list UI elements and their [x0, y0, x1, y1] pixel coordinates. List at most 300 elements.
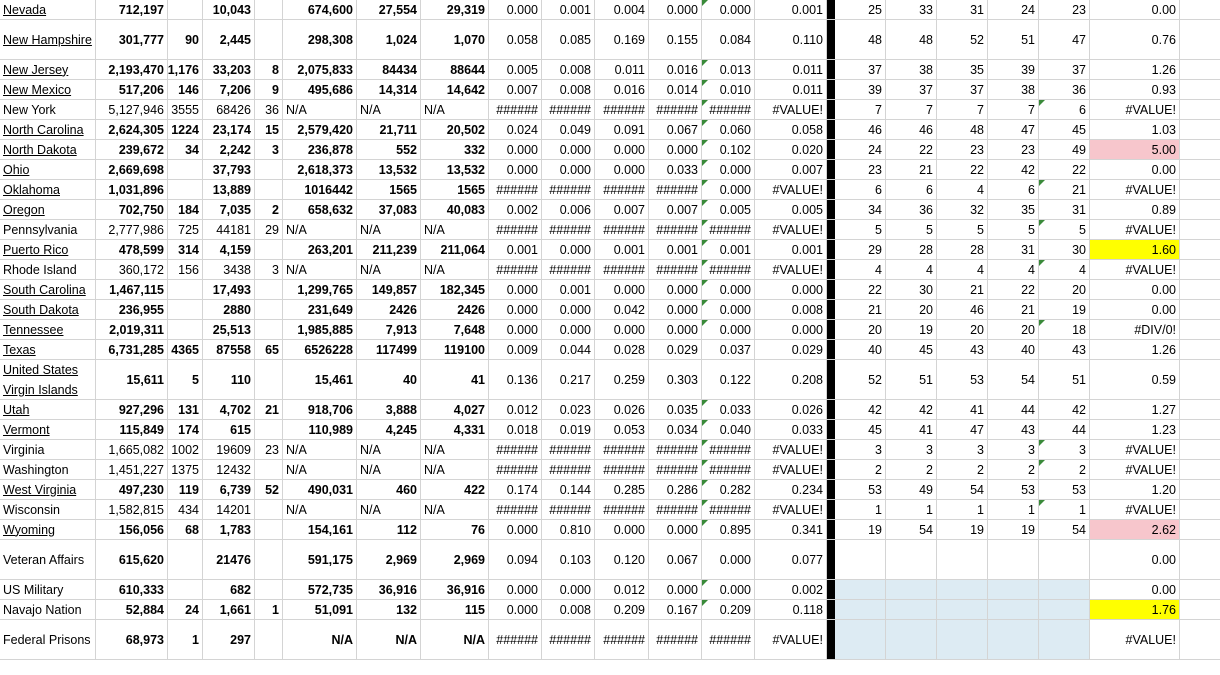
cell-k5[interactable]: 21 [1039, 180, 1090, 199]
cell-k2[interactable]: 41 [886, 420, 937, 439]
cell-n4[interactable]: 2,618,373 [283, 160, 357, 179]
cell-total[interactable]: 156,056 [96, 520, 168, 539]
cell-k1[interactable]: 45 [835, 420, 886, 439]
cell-n2[interactable]: 25,513 [203, 320, 255, 339]
cell-state-name[interactable]: West Virginia [0, 480, 96, 499]
cell-r5[interactable]: 0.102 [702, 140, 755, 159]
cell-n1[interactable] [168, 180, 203, 199]
cell-k3[interactable]: 4 [937, 260, 988, 279]
cell-k5[interactable]: 42 [1039, 400, 1090, 419]
cell-n6[interactable]: N/A [421, 220, 489, 239]
cell-k2[interactable] [886, 540, 937, 579]
cell-n1[interactable]: 68 [168, 520, 203, 539]
cell-k3[interactable]: 46 [937, 300, 988, 319]
cell-r6[interactable]: 0.208 [755, 360, 827, 399]
cell-n2[interactable]: 33,203 [203, 60, 255, 79]
cell-n1[interactable]: 3555 [168, 100, 203, 119]
cell-n5[interactable]: 112 [357, 520, 421, 539]
cell-k5[interactable] [1039, 620, 1090, 659]
cell-k2[interactable]: 4 [886, 260, 937, 279]
cell-n4[interactable]: 2,075,833 [283, 60, 357, 79]
cell-k5[interactable]: 18 [1039, 320, 1090, 339]
cell-total[interactable]: 2,777,986 [96, 220, 168, 239]
cell-k1[interactable]: 19 [835, 520, 886, 539]
cell-r5[interactable]: 0.209 [702, 600, 755, 619]
cell-r6[interactable]: #VALUE! [755, 100, 827, 119]
cell-n3[interactable] [255, 360, 283, 399]
cell-n2[interactable]: 2,445 [203, 20, 255, 59]
cell-n6[interactable]: 182,345 [421, 280, 489, 299]
cell-k2[interactable]: 21 [886, 160, 937, 179]
cell-r4[interactable]: 0.035 [649, 400, 702, 419]
cell-r1[interactable]: 0.000 [489, 300, 542, 319]
cell-r5[interactable]: 0.013 [702, 60, 755, 79]
cell-score[interactable]: #DIV/0! [1090, 320, 1180, 339]
cell-k1[interactable] [835, 580, 886, 599]
cell-r2[interactable]: 0.000 [542, 580, 595, 599]
cell-n2[interactable]: 682 [203, 580, 255, 599]
cell-total[interactable]: 239,672 [96, 140, 168, 159]
cell-k3[interactable]: 37 [937, 80, 988, 99]
cell-n3[interactable]: 1 [255, 600, 283, 619]
cell-k3[interactable]: 54 [937, 480, 988, 499]
cell-n1[interactable] [168, 160, 203, 179]
cell-k1[interactable]: 37 [835, 60, 886, 79]
cell-r6[interactable]: #VALUE! [755, 500, 827, 519]
cell-n5[interactable]: 7,913 [357, 320, 421, 339]
cell-state-name[interactable]: North Dakota [0, 140, 96, 159]
cell-k1[interactable]: 48 [835, 20, 886, 59]
cell-n3[interactable]: 29 [255, 220, 283, 239]
cell-k3[interactable]: 2 [937, 460, 988, 479]
cell-r3[interactable]: 0.209 [595, 600, 649, 619]
cell-r1[interactable]: 0.012 [489, 400, 542, 419]
cell-score[interactable]: 1.20 [1090, 480, 1180, 499]
cell-r3[interactable]: ###### [595, 460, 649, 479]
cell-total[interactable]: 1,582,815 [96, 500, 168, 519]
cell-score[interactable]: 0.93 [1090, 80, 1180, 99]
cell-total[interactable]: 2,624,305 [96, 120, 168, 139]
cell-n1[interactable]: 1,176 [168, 60, 203, 79]
cell-k4[interactable]: 7 [988, 100, 1039, 119]
cell-n4[interactable]: N/A [283, 620, 357, 659]
cell-score[interactable]: 1.26 [1090, 340, 1180, 359]
cell-k3[interactable] [937, 600, 988, 619]
cell-k3[interactable]: 4 [937, 180, 988, 199]
cell-r6[interactable]: 0.011 [755, 80, 827, 99]
cell-r1[interactable]: 0.000 [489, 140, 542, 159]
cell-r4[interactable]: ###### [649, 180, 702, 199]
cell-r3[interactable]: 0.000 [595, 320, 649, 339]
cell-k2[interactable]: 20 [886, 300, 937, 319]
cell-r4[interactable]: 0.016 [649, 60, 702, 79]
cell-r1[interactable]: 0.018 [489, 420, 542, 439]
cell-n3[interactable] [255, 540, 283, 579]
cell-total[interactable]: 15,611 [96, 360, 168, 399]
cell-n4[interactable]: 658,632 [283, 200, 357, 219]
cell-r4[interactable]: 0.014 [649, 80, 702, 99]
cell-n5[interactable]: 1565 [357, 180, 421, 199]
cell-r6[interactable]: 0.077 [755, 540, 827, 579]
cell-r5[interactable]: 0.001 [702, 240, 755, 259]
cell-r3[interactable]: 0.285 [595, 480, 649, 499]
cell-state-name[interactable]: Federal Prisons [0, 620, 96, 659]
cell-r4[interactable]: 0.067 [649, 540, 702, 579]
cell-score[interactable]: #VALUE! [1090, 500, 1180, 519]
cell-k1[interactable] [835, 600, 886, 619]
cell-k1[interactable]: 5 [835, 220, 886, 239]
cell-r6[interactable]: #VALUE! [755, 260, 827, 279]
cell-n2[interactable]: 23,174 [203, 120, 255, 139]
cell-r6[interactable]: 0.029 [755, 340, 827, 359]
cell-r5[interactable]: 0.000 [702, 540, 755, 579]
cell-k1[interactable]: 20 [835, 320, 886, 339]
cell-state-name[interactable]: Rhode Island [0, 260, 96, 279]
cell-k3[interactable]: 35 [937, 60, 988, 79]
cell-r4[interactable]: 0.034 [649, 420, 702, 439]
cell-r1[interactable]: ###### [489, 260, 542, 279]
cell-r4[interactable]: 0.000 [649, 280, 702, 299]
cell-n3[interactable] [255, 180, 283, 199]
cell-n2[interactable]: 68426 [203, 100, 255, 119]
cell-r3[interactable]: ###### [595, 440, 649, 459]
cell-k4[interactable]: 23 [988, 140, 1039, 159]
cell-k3[interactable]: 22 [937, 160, 988, 179]
cell-total[interactable]: 2,669,698 [96, 160, 168, 179]
cell-k3[interactable]: 19 [937, 520, 988, 539]
cell-n2[interactable]: 2,242 [203, 140, 255, 159]
cell-n6[interactable]: 40,083 [421, 200, 489, 219]
cell-r2[interactable]: 0.049 [542, 120, 595, 139]
cell-r3[interactable]: 0.016 [595, 80, 649, 99]
cell-r4[interactable]: 0.286 [649, 480, 702, 499]
cell-r2[interactable]: 0.019 [542, 420, 595, 439]
cell-n5[interactable]: 36,916 [357, 580, 421, 599]
cell-n5[interactable]: N/A [357, 460, 421, 479]
cell-r3[interactable]: 0.028 [595, 340, 649, 359]
cell-n4[interactable]: 231,649 [283, 300, 357, 319]
cell-n3[interactable]: 65 [255, 340, 283, 359]
cell-score[interactable]: 0.76 [1090, 20, 1180, 59]
cell-n2[interactable]: 1,661 [203, 600, 255, 619]
cell-k4[interactable]: 47 [988, 120, 1039, 139]
cell-k3[interactable]: 28 [937, 240, 988, 259]
cell-k2[interactable]: 33 [886, 0, 937, 19]
cell-state-name[interactable]: New Hampshire [0, 20, 96, 59]
cell-n4[interactable]: 495,686 [283, 80, 357, 99]
cell-n5[interactable]: 211,239 [357, 240, 421, 259]
cell-r4[interactable]: 0.000 [649, 0, 702, 19]
cell-score[interactable]: 0.00 [1090, 0, 1180, 19]
cell-r6[interactable]: 0.020 [755, 140, 827, 159]
cell-state-name[interactable]: New York [0, 100, 96, 119]
cell-r3[interactable]: 0.004 [595, 0, 649, 19]
cell-r1[interactable]: 0.009 [489, 340, 542, 359]
cell-total[interactable]: 478,599 [96, 240, 168, 259]
cell-k4[interactable]: 3 [988, 440, 1039, 459]
cell-r2[interactable]: 0.001 [542, 280, 595, 299]
cell-n2[interactable]: 14201 [203, 500, 255, 519]
cell-k3[interactable]: 43 [937, 340, 988, 359]
cell-r5[interactable]: 0.060 [702, 120, 755, 139]
cell-total[interactable]: 615,620 [96, 540, 168, 579]
cell-n6[interactable]: 4,027 [421, 400, 489, 419]
cell-k5[interactable]: 49 [1039, 140, 1090, 159]
cell-n4[interactable]: 572,735 [283, 580, 357, 599]
cell-n1[interactable]: 131 [168, 400, 203, 419]
cell-r4[interactable]: 0.000 [649, 320, 702, 339]
cell-r4[interactable]: 0.000 [649, 140, 702, 159]
cell-k1[interactable]: 7 [835, 100, 886, 119]
cell-n4[interactable]: 236,878 [283, 140, 357, 159]
cell-n3[interactable] [255, 620, 283, 659]
cell-n4[interactable]: N/A [283, 440, 357, 459]
cell-r5[interactable]: 0.000 [702, 180, 755, 199]
cell-r2[interactable]: 0.008 [542, 600, 595, 619]
cell-k5[interactable]: 2 [1039, 460, 1090, 479]
cell-n5[interactable]: 460 [357, 480, 421, 499]
cell-k2[interactable]: 48 [886, 20, 937, 59]
cell-n6[interactable]: 76 [421, 520, 489, 539]
cell-r4[interactable]: ###### [649, 460, 702, 479]
cell-r2[interactable]: ###### [542, 460, 595, 479]
cell-r6[interactable]: 0.002 [755, 580, 827, 599]
cell-n5[interactable]: 2,969 [357, 540, 421, 579]
cell-n4[interactable]: 1,299,765 [283, 280, 357, 299]
cell-n3[interactable] [255, 520, 283, 539]
cell-k5[interactable]: 47 [1039, 20, 1090, 59]
cell-k4[interactable]: 6 [988, 180, 1039, 199]
cell-score[interactable]: #VALUE! [1090, 100, 1180, 119]
cell-score[interactable]: #VALUE! [1090, 260, 1180, 279]
cell-k2[interactable]: 6 [886, 180, 937, 199]
cell-n3[interactable] [255, 300, 283, 319]
cell-n1[interactable] [168, 280, 203, 299]
cell-r5[interactable]: 0.040 [702, 420, 755, 439]
cell-r4[interactable]: 0.001 [649, 240, 702, 259]
cell-score[interactable]: 1.27 [1090, 400, 1180, 419]
cell-r2[interactable]: 0.000 [542, 300, 595, 319]
cell-k2[interactable] [886, 600, 937, 619]
cell-n5[interactable]: 117499 [357, 340, 421, 359]
cell-state-name[interactable]: North Carolina [0, 120, 96, 139]
cell-n5[interactable]: 149,857 [357, 280, 421, 299]
cell-k1[interactable]: 46 [835, 120, 886, 139]
cell-k1[interactable] [835, 620, 886, 659]
cell-n3[interactable]: 23 [255, 440, 283, 459]
cell-k2[interactable]: 45 [886, 340, 937, 359]
cell-r1[interactable]: 0.001 [489, 240, 542, 259]
cell-k2[interactable]: 19 [886, 320, 937, 339]
cell-n6[interactable]: N/A [421, 460, 489, 479]
cell-r1[interactable]: 0.024 [489, 120, 542, 139]
cell-r6[interactable]: 0.110 [755, 20, 827, 59]
cell-r1[interactable]: ###### [489, 500, 542, 519]
cell-k3[interactable]: 21 [937, 280, 988, 299]
cell-total[interactable]: 115,849 [96, 420, 168, 439]
cell-total[interactable]: 927,296 [96, 400, 168, 419]
cell-state-name[interactable]: Veteran Affairs [0, 540, 96, 579]
cell-k5[interactable]: 5 [1039, 220, 1090, 239]
cell-n4[interactable]: 110,989 [283, 420, 357, 439]
cell-k4[interactable]: 54 [988, 360, 1039, 399]
cell-r6[interactable]: 0.005 [755, 200, 827, 219]
cell-n3[interactable]: 9 [255, 80, 283, 99]
cell-n3[interactable]: 8 [255, 60, 283, 79]
cell-r3[interactable]: ###### [595, 100, 649, 119]
cell-k5[interactable]: 37 [1039, 60, 1090, 79]
cell-n1[interactable]: 184 [168, 200, 203, 219]
cell-n6[interactable]: 2426 [421, 300, 489, 319]
cell-r5[interactable]: 0.033 [702, 400, 755, 419]
cell-k3[interactable]: 31 [937, 0, 988, 19]
cell-k5[interactable]: 45 [1039, 120, 1090, 139]
cell-state-name[interactable]: US Military [0, 580, 96, 599]
cell-r3[interactable]: 0.169 [595, 20, 649, 59]
cell-r6[interactable]: 0.033 [755, 420, 827, 439]
cell-r4[interactable]: 0.167 [649, 600, 702, 619]
cell-n6[interactable]: 4,331 [421, 420, 489, 439]
cell-k1[interactable]: 23 [835, 160, 886, 179]
cell-k4[interactable]: 1 [988, 500, 1039, 519]
cell-state-name[interactable]: Oregon [0, 200, 96, 219]
cell-r5[interactable]: 0.000 [702, 300, 755, 319]
cell-r4[interactable]: ###### [649, 260, 702, 279]
cell-r5[interactable]: 0.122 [702, 360, 755, 399]
cell-n6[interactable]: 29,319 [421, 0, 489, 19]
cell-k3[interactable] [937, 620, 988, 659]
cell-r3[interactable]: 0.026 [595, 400, 649, 419]
cell-n4[interactable]: N/A [283, 220, 357, 239]
cell-r3[interactable]: ###### [595, 620, 649, 659]
cell-n2[interactable]: 1,783 [203, 520, 255, 539]
cell-n3[interactable] [255, 460, 283, 479]
cell-n4[interactable]: N/A [283, 100, 357, 119]
cell-score[interactable]: 1.03 [1090, 120, 1180, 139]
cell-k2[interactable] [886, 620, 937, 659]
cell-n2[interactable]: 44181 [203, 220, 255, 239]
cell-total[interactable]: 610,333 [96, 580, 168, 599]
cell-k4[interactable]: 22 [988, 280, 1039, 299]
cell-n5[interactable]: N/A [357, 440, 421, 459]
cell-k3[interactable]: 41 [937, 400, 988, 419]
cell-k3[interactable]: 53 [937, 360, 988, 399]
cell-r3[interactable]: 0.011 [595, 60, 649, 79]
cell-n3[interactable]: 36 [255, 100, 283, 119]
cell-n4[interactable]: 2,579,420 [283, 120, 357, 139]
cell-n5[interactable]: 40 [357, 360, 421, 399]
cell-k5[interactable]: 3 [1039, 440, 1090, 459]
cell-n6[interactable]: 2,969 [421, 540, 489, 579]
cell-r1[interactable]: ###### [489, 440, 542, 459]
cell-r1[interactable]: 0.000 [489, 280, 542, 299]
cell-n1[interactable]: 24 [168, 600, 203, 619]
cell-n2[interactable]: 6,739 [203, 480, 255, 499]
cell-k3[interactable]: 23 [937, 140, 988, 159]
cell-n5[interactable]: 37,083 [357, 200, 421, 219]
cell-r5[interactable]: ###### [702, 220, 755, 239]
cell-r1[interactable]: ###### [489, 460, 542, 479]
cell-k5[interactable]: 22 [1039, 160, 1090, 179]
cell-r6[interactable]: #VALUE! [755, 440, 827, 459]
cell-score[interactable]: #VALUE! [1090, 620, 1180, 659]
cell-r3[interactable]: 0.042 [595, 300, 649, 319]
cell-k4[interactable] [988, 540, 1039, 579]
cell-r4[interactable]: 0.007 [649, 200, 702, 219]
cell-r2[interactable]: ###### [542, 180, 595, 199]
cell-n4[interactable]: 263,201 [283, 240, 357, 259]
cell-k1[interactable]: 39 [835, 80, 886, 99]
cell-n1[interactable]: 1 [168, 620, 203, 659]
cell-score[interactable]: #VALUE! [1090, 180, 1180, 199]
cell-total[interactable]: 52,884 [96, 600, 168, 619]
cell-k5[interactable] [1039, 540, 1090, 579]
cell-total[interactable]: 236,955 [96, 300, 168, 319]
cell-total[interactable]: 712,197 [96, 0, 168, 19]
cell-n6[interactable]: 41 [421, 360, 489, 399]
cell-n1[interactable]: 725 [168, 220, 203, 239]
cell-n1[interactable]: 314 [168, 240, 203, 259]
cell-n6[interactable]: N/A [421, 620, 489, 659]
cell-r1[interactable]: 0.058 [489, 20, 542, 59]
cell-r5[interactable]: 0.084 [702, 20, 755, 59]
cell-r3[interactable]: 0.012 [595, 580, 649, 599]
cell-n4[interactable]: 918,706 [283, 400, 357, 419]
cell-n6[interactable]: N/A [421, 440, 489, 459]
cell-r1[interactable]: ###### [489, 620, 542, 659]
cell-k4[interactable] [988, 580, 1039, 599]
cell-n1[interactable]: 156 [168, 260, 203, 279]
cell-n2[interactable]: 110 [203, 360, 255, 399]
cell-k2[interactable]: 54 [886, 520, 937, 539]
cell-r2[interactable]: 0.144 [542, 480, 595, 499]
cell-r1[interactable]: ###### [489, 100, 542, 119]
cell-total[interactable]: 1,451,227 [96, 460, 168, 479]
cell-k2[interactable]: 49 [886, 480, 937, 499]
cell-n1[interactable]: 5 [168, 360, 203, 399]
cell-n2[interactable]: 3438 [203, 260, 255, 279]
cell-r5[interactable]: ###### [702, 620, 755, 659]
cell-r1[interactable]: ###### [489, 180, 542, 199]
cell-k3[interactable]: 32 [937, 200, 988, 219]
cell-n1[interactable] [168, 540, 203, 579]
cell-n6[interactable]: N/A [421, 100, 489, 119]
cell-n5[interactable]: 4,245 [357, 420, 421, 439]
cell-k3[interactable]: 47 [937, 420, 988, 439]
cell-r6[interactable]: 0.234 [755, 480, 827, 499]
cell-k4[interactable]: 44 [988, 400, 1039, 419]
cell-k4[interactable]: 35 [988, 200, 1039, 219]
cell-n6[interactable]: 88644 [421, 60, 489, 79]
cell-k4[interactable] [988, 600, 1039, 619]
cell-k5[interactable]: 36 [1039, 80, 1090, 99]
cell-state-name[interactable]: Tennessee [0, 320, 96, 339]
cell-k3[interactable]: 1 [937, 500, 988, 519]
cell-score[interactable]: 0.00 [1090, 540, 1180, 579]
cell-score[interactable]: 1.76 [1090, 600, 1180, 619]
cell-r2[interactable]: 0.217 [542, 360, 595, 399]
cell-k1[interactable]: 34 [835, 200, 886, 219]
cell-total[interactable]: 517,206 [96, 80, 168, 99]
cell-r6[interactable]: #VALUE! [755, 220, 827, 239]
cell-r2[interactable]: 0.000 [542, 140, 595, 159]
cell-n6[interactable]: N/A [421, 500, 489, 519]
cell-n5[interactable]: 132 [357, 600, 421, 619]
cell-n4[interactable]: 1016442 [283, 180, 357, 199]
cell-r4[interactable]: 0.000 [649, 580, 702, 599]
cell-score[interactable]: 5.00 [1090, 140, 1180, 159]
cell-r2[interactable]: 0.810 [542, 520, 595, 539]
